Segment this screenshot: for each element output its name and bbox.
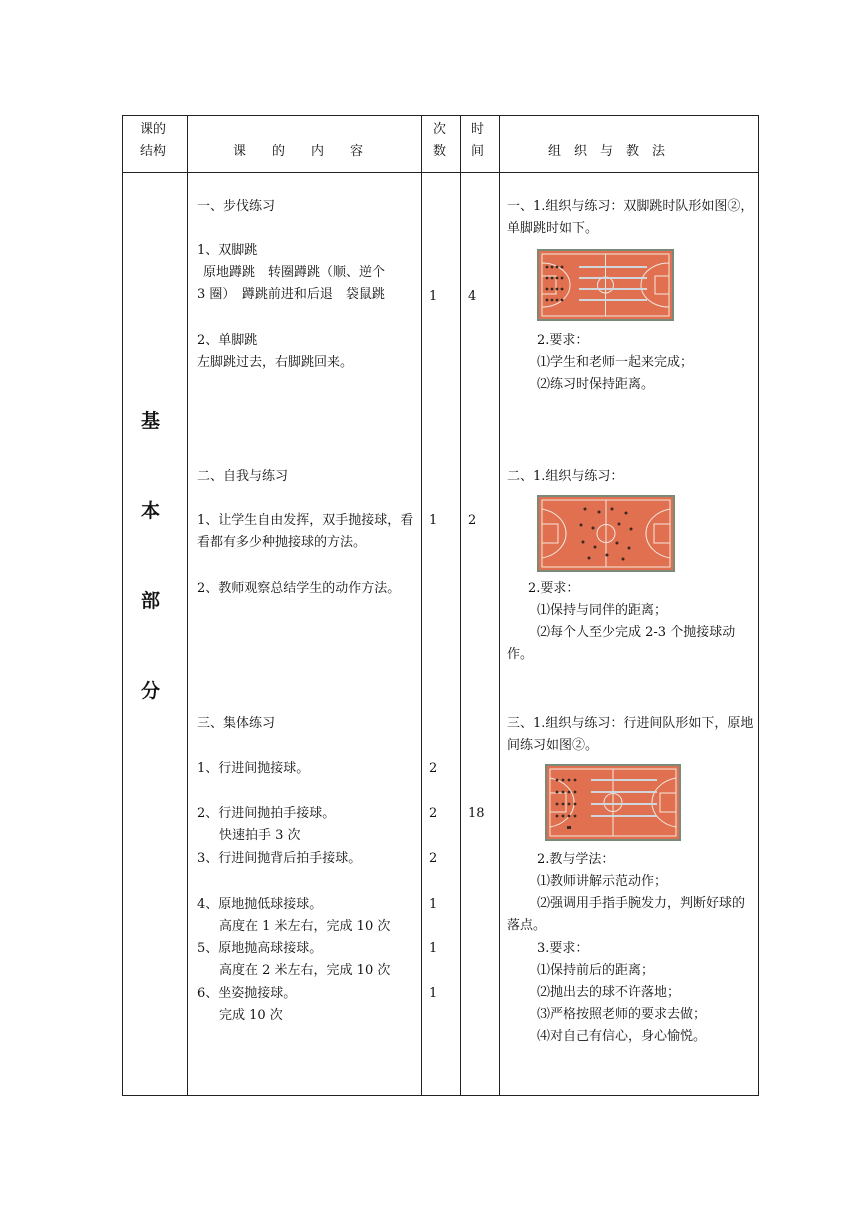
m3-teach: 2.教与学法：: [537, 852, 615, 867]
column-divider: [187, 116, 188, 1095]
duration-s3: 18: [468, 806, 485, 821]
s2-item2: 2、教师观察总结学生的动作方法。: [197, 581, 401, 596]
section-label-char: 本: [141, 500, 161, 522]
m3-req2: ⑵抛出去的球不许落地；: [537, 985, 681, 1000]
header-structure-line2: 结构: [140, 144, 167, 159]
header-method: 组 织 与 教 法: [548, 144, 666, 159]
section-label-char: 基: [141, 410, 161, 432]
s3-item5-sub: 高度在 2 米左右，完成 10 次: [219, 963, 391, 978]
header-duration-line1: 时: [471, 122, 485, 137]
s3-title: 三、集体练习: [197, 716, 276, 731]
s3-item1: 1、行进间抛接球。: [197, 761, 310, 776]
column-divider: [499, 116, 500, 1095]
section-label-char: 分: [141, 680, 161, 702]
s1-item1-line2: 原地蹲跳 转圈蹲跳（顺、逆个: [203, 265, 386, 280]
court-diagram-2: [537, 495, 675, 572]
court-diagram-1: [537, 249, 674, 321]
count-s3-4: 1: [429, 897, 438, 912]
count-s3-6: 1: [429, 986, 438, 1001]
s2-item1: 1、让学生自由发挥，双手抛接球，看看都有多少种抛接球的方法。: [197, 513, 414, 550]
m1-req1: ⑴学生和老师一起来完成；: [537, 355, 694, 370]
s3-item4: 4、原地抛低球接球。: [197, 897, 323, 912]
header-times-line2: 数: [433, 144, 447, 159]
m2-title: 二、1.组织与练习：: [507, 469, 624, 484]
m3-req1: ⑴保持前后的距离；: [537, 963, 655, 978]
m3-req: 3.要求：: [537, 941, 589, 956]
s1-item2-line2: 左脚跳过去，右脚跳回来。: [197, 355, 354, 370]
lesson-table: [122, 115, 759, 1096]
count-s3-2: 2: [429, 806, 438, 821]
s1-item1: 1、双脚跳: [197, 243, 258, 258]
s3-item6: 6、坐姿抛接球。: [197, 986, 297, 1001]
count-s3-5: 1: [429, 941, 438, 956]
header-content: 课 的 内 容: [233, 144, 364, 159]
duration-s2: 2: [468, 513, 477, 528]
s1-item1-line3: 3 圈） 蹲跳前进和后退 袋鼠跳: [197, 287, 385, 302]
duration-s1: 4: [468, 289, 477, 304]
count-s3-1: 2: [429, 761, 438, 776]
header-times-line1: 次: [433, 122, 447, 137]
m3-title: 三、1.组织与练习：行进间队形如下，原地间练习如图②。: [507, 716, 754, 753]
section-label-char: 部: [141, 590, 161, 612]
header-duration-line2: 间: [471, 144, 485, 159]
count-s1: 1: [429, 289, 438, 304]
m1-req2: ⑵练习时保持距离。: [537, 377, 655, 392]
header-divider: [123, 172, 758, 173]
m1-title: 一、1.组织与练习：双脚跳时队形如图②，单脚跳时如下。: [507, 199, 754, 236]
m2-req2: ⑵每个人至少完成 2-3 个抛接球动作。: [507, 625, 736, 662]
m2-req: 2.要求：: [528, 581, 580, 596]
m3-teach2: ⑵强调用手指手腕发力，判断好球的落点。: [507, 896, 746, 933]
m2-req1: ⑴保持与同伴的距离；: [537, 603, 668, 618]
count-s3-3: 2: [429, 851, 438, 866]
s1-item2: 2、单脚跳: [197, 333, 258, 348]
count-s2: 1: [429, 513, 438, 528]
s3-item4-sub: 高度在 1 米左右，完成 10 次: [219, 919, 391, 934]
s3-item2: 2、行进间抛拍手接球。: [197, 806, 336, 821]
column-divider: [421, 116, 422, 1095]
m3-req4: ⑷对自己有信心，身心愉悦。: [537, 1029, 707, 1044]
s3-item5: 5、原地抛高球接球。: [197, 941, 323, 956]
m1-req: 2.要求：: [537, 333, 589, 348]
m3-teach1: ⑴教师讲解示范动作；: [537, 874, 668, 889]
m3-req3: ⑶严格按照老师的要求去做；: [537, 1007, 707, 1022]
s3-item6-sub: 完成 10 次: [219, 1008, 283, 1023]
header-structure-line1: 课的: [140, 122, 167, 137]
court-diagram-3: [545, 764, 681, 841]
s2-title: 二、自我与练习: [197, 469, 289, 484]
column-divider: [460, 116, 461, 1095]
s3-item2-sub: 快速拍手 3 次: [219, 828, 301, 843]
s3-item3: 3、行进间抛背后拍手接球。: [197, 851, 362, 866]
s1-title: 一、步伐练习: [197, 199, 276, 214]
